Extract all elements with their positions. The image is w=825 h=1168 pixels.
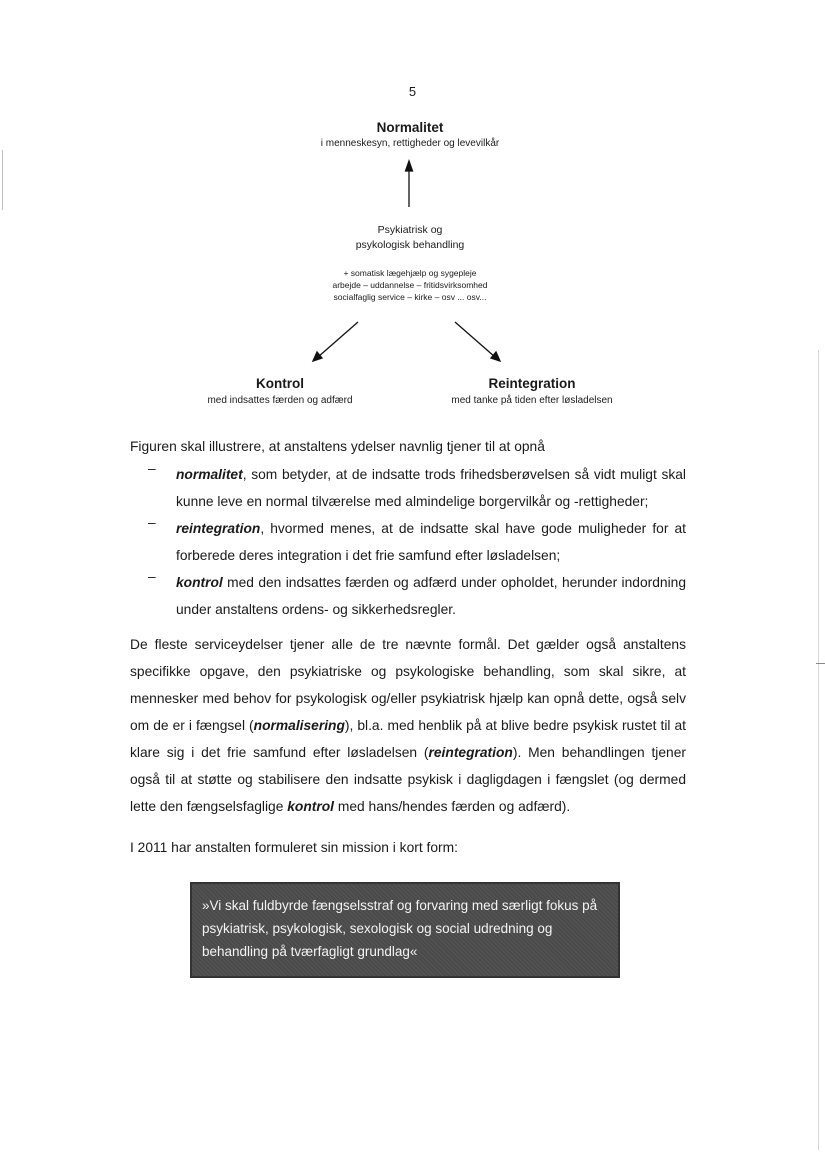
bullet-dash: – <box>148 515 156 530</box>
arrow-up-head <box>406 161 413 171</box>
diagram-left-title: Kontrol <box>256 376 304 391</box>
bullet-item-reintegration <box>176 515 686 569</box>
right-scan-tick <box>816 663 825 664</box>
page-number: 5 <box>408 84 417 99</box>
mission-intro: I 2011 har anstalten formuleret sin mission i kort form: <box>130 840 458 855</box>
term-kontrol-inline: kontrol <box>287 799 335 814</box>
diagram-top-title: Normalitet <box>376 120 444 135</box>
right-scan-edge <box>818 350 819 1150</box>
bullet-body: , hvormed menes, at de indsatte skal have gode muligheder for at forberede deres integration i det frie samfund efter løsladelsen; <box>176 521 686 563</box>
arrow-right-head <box>491 352 500 361</box>
bullet-item-normalitet <box>176 461 686 515</box>
arrow-left-head <box>313 352 322 361</box>
arrow-left-line <box>318 322 358 357</box>
bullet-item-kontrol <box>176 569 686 623</box>
bullet-dash: – <box>148 461 156 476</box>
diagram-middle-line2: psykologisk behandling <box>355 239 465 251</box>
diagram-right-title: Reintegration <box>488 376 576 391</box>
term-reintegration: reintegration <box>176 521 261 536</box>
bullet-body: med den indsattes færden og adfærd under opholdet, herunder indordning under anstaltens ordens- og sikkerhedsregler. <box>176 575 686 617</box>
paragraph-text: med hans/hendes færden og adfærd). <box>334 799 571 814</box>
term-reintegration-inline: reintegration <box>428 745 513 760</box>
diagram-extra3: socialfaglig service – kirke – osv ... osv... <box>333 292 487 302</box>
paragraph-text: De fleste serviceydelser tjener alle de tre nævnte formål. Det gælder også anstaltens specifikke opgave, den psykiatriske og psykologiske behandling, som skal sikre, at mennesker med behov for psykologisk og/eller psykiatrisk hjælp kan opnå dette, også selv om de er i fængsel ( <box>130 637 686 733</box>
term-normalitet: normalitet <box>176 467 243 482</box>
diagram-extra2: arbejde – uddannelse – fritidsvirksomhed <box>332 280 488 290</box>
main-paragraph <box>130 631 686 820</box>
term-kontrol: kontrol <box>176 575 223 590</box>
bullet-dash: – <box>148 569 156 584</box>
term-normalisering: normalisering <box>253 718 345 733</box>
diagram-extra1: + somatisk lægehjælp og sygepleje <box>343 268 477 278</box>
diagram-middle-line1: Psykiatrisk og <box>377 224 443 236</box>
mission-quote-box <box>190 882 620 978</box>
diagram-left-subtitle: med indsattes færden og adfærd <box>207 395 353 406</box>
mission-quote-text: »Vi skal fuldbyrde fængselsstraf og forvaring med særligt fokus på psykiatrisk, psykologisk, sexologisk og social udredning og behandling på tværfagligt grundlag« <box>202 898 598 959</box>
intro-text: Figuren skal illustrere, at anstaltens ydelser navnlig tjener til at opnå <box>130 439 545 454</box>
bullet-body: , som betyder, at de indsatte trods frihedsberøvelsen så vidt muligt skal kunne leve en normal tilværelse med almindelige borgervilkår og -rettigheder; <box>176 467 686 509</box>
arrow-right-line <box>455 322 495 357</box>
diagram-arrows <box>0 0 825 380</box>
diagram-right-subtitle: med tanke på tiden efter løsladelsen <box>451 395 613 406</box>
paragraph-text: ), bl.a. med henblik på at blive bedre psykisk rustet til at klare sig i det frie samfund efter løsladelsen ( <box>130 718 686 760</box>
diagram-top-subtitle: i menneskesyn, rettigheder og levevilkår <box>320 138 500 149</box>
paragraph-text: ). Men behandlingen tjener også til at støtte og stabilisere den indsatte psykisk i dagligdagen i fængslet (og dermed lette den fængselsfaglige <box>130 745 686 814</box>
